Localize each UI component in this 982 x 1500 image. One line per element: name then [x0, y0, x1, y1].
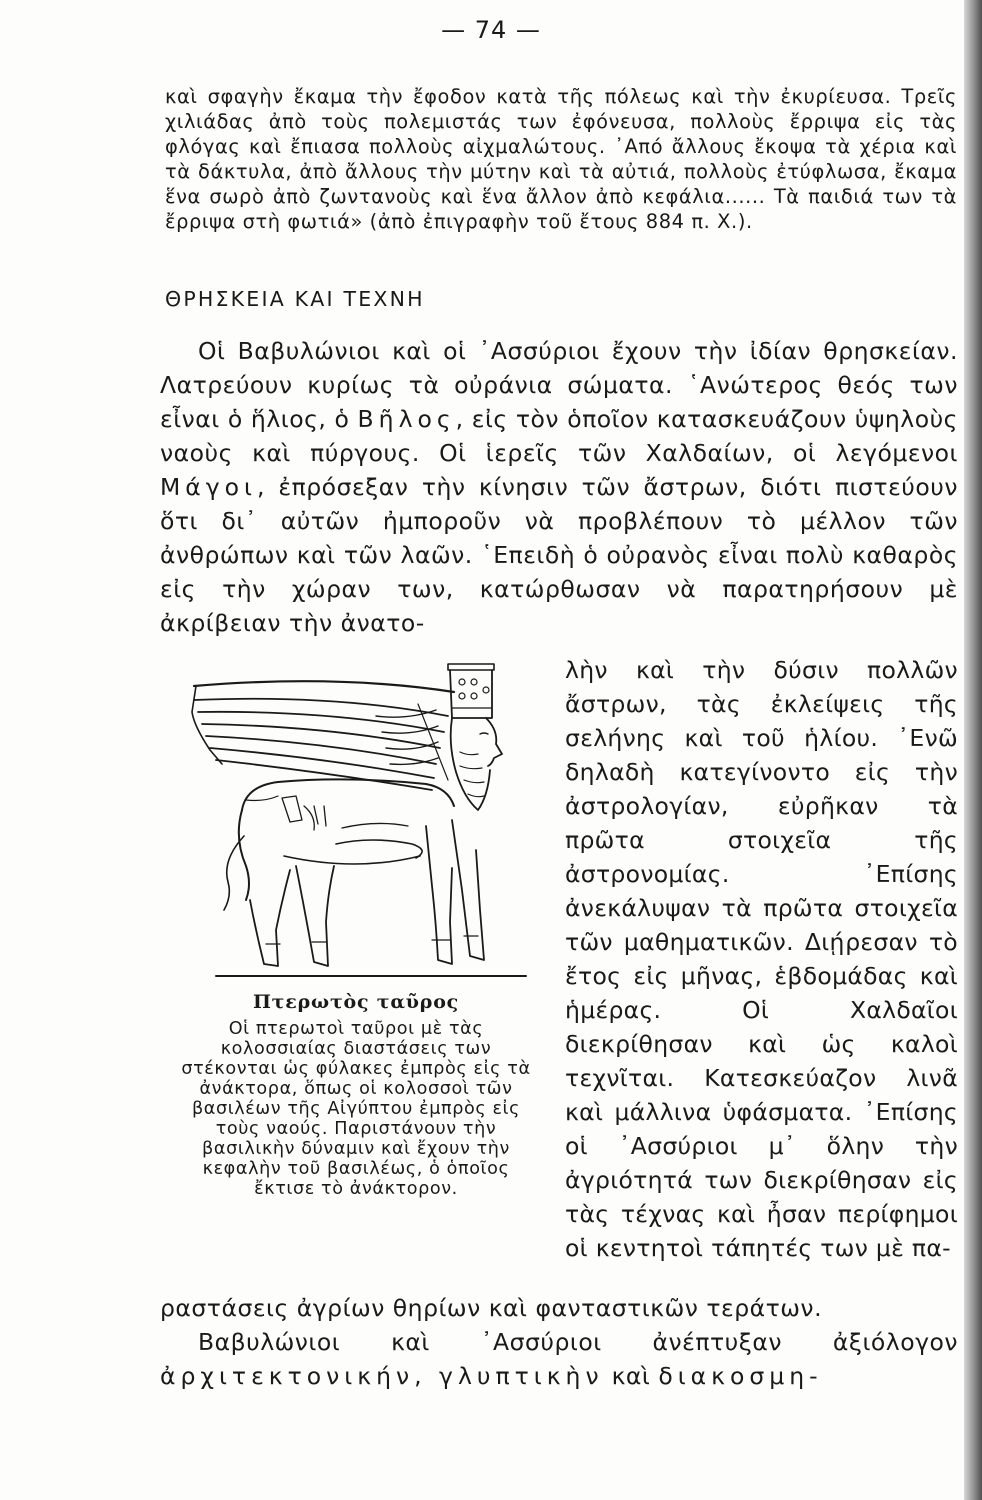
- body-paragraph-arts: [160, 1291, 958, 1393]
- body-paragraph-religion: [160, 334, 958, 640]
- winged-bull-relief-icon: [186, 660, 560, 982]
- paragraph-architecture: [160, 1325, 958, 1393]
- inscription-quote: [165, 84, 957, 234]
- page-number: — 74 —: [441, 16, 541, 44]
- emphasis-magoi: Μάγοι: [160, 473, 258, 501]
- quote-text: καὶ σφαγὴν ἔκαμα τὴν ἔφοδον κατὰ τῆς πόλεως καὶ τὴν ἐκυρίευσα. Τρεῖς χιλιάδας ἀπὸ τοὺς πολεμιστάς των ἐφόνευσα, πολλοὺς ἔρριψα εἰς τὰς φλόγας καὶ ἔπιασα πολλοὺς αἰχμαλώτους. ᾿Από ἄλλους ἔκοψα τὰ χέρια καὶ τὰ δάκτυλα, ἀπὸ ἄλλους τὴν μύτην καὶ τὰ αὐτιά, πολλοὺς ἐτύφλωσα, ἔκαμα ἕνα σωρὸ ἀπὸ ζωντανοὺς καὶ ἕνα ἄλλον ἀπὸ κεφάλια...... Τὰ παιδιά των τὰ ἔρριψα στὴ φωτιά» (ἀπὸ ἐπιγραφὴν τοῦ ἔτους 884 π. Χ.).: [165, 85, 957, 233]
- figure-caption-text: Οἱ πτερωτοὶ ταῦροι μὲ τὰς κολοσσιαίας διαστάσεις των στέκονται ὡς φύλακες ἐμπρὸς εἰς τὰ ἀνάκτορα, ὅπως οἱ κολοσσοὶ τῶν βασιλέων τῆς Αἰγύπτου ἐμπρὸς εἰς τοὺς ναούς. Παριστάνουν τὴν βασιλικὴν δύναμιν καὶ ἔχουν τὴν κεφαλὴν τοῦ βασιλέως, ὁ ὁποῖος ἔκτισε τὸ ἀνάκτορον.: [181, 1019, 531, 1199]
- text-run: , εἰς τὸν ὁποῖον κατασκευάζουν ὑψηλοὺς ναοὺς καὶ πύργους. Οἱ ἱερεῖς τῶν Χαλδαίων, οἱ λεγόμενοι: [160, 405, 958, 467]
- text-run: καὶ: [603, 1362, 659, 1390]
- text-run: Οἱ Βαβυλώνιοι καὶ οἱ ᾿Ασσύριοι ἔχουν τὴν ἰδίαν θρησκείαν. Λατρεύουν κυρίως τὰ οὐράνια σώματα. ῾Ανώτερος θεός των εἶναι ὁ ἥλιος, ὁ: [160, 337, 958, 433]
- paragraph-text: [160, 334, 958, 640]
- emphasis-decoration: διακοσμη-: [658, 1362, 823, 1390]
- winged-bull-figure: [186, 660, 560, 982]
- emphasis-belos: Βῆλος: [357, 405, 456, 433]
- text-run: Βαβυλώνιοι καὶ ᾿Ασσύριοι ἀνέπτυξαν ἀξιόλογον: [198, 1328, 958, 1356]
- body-column-text: [565, 653, 958, 1265]
- page-edge-shadow: [964, 0, 982, 1500]
- figure-caption: [172, 992, 540, 1199]
- paragraph-continuation: ραστάσεις ἀγρίων θηρίων καὶ φανταστικῶν τεράτων.: [160, 1294, 823, 1322]
- column-paragraph: λὴν καὶ τὴν δύσιν πολλῶν ἄστρων, τὰς ἐκλείψεις τῆς σελήνης καὶ τοῦ ἡλίου. ᾿Ενῶ δηλαδὴ κατεγίνοντο εἰς τὴν ἀστρολογίαν, εὐρῆκαν τὰ πρῶτα στοιχεῖα τῆς ἀστρονομίας. ᾿Επίσης ἀνεκάλυψαν τὰ πρῶτα στοιχεῖα τῶν μαθηματικῶν. Διῄρεσαν τὸ ἔτος εἰς μῆνας, ἑβδομάδας καὶ ἡμέρας. Οἱ Χαλδαῖοι διεκρίθησαν καὶ ὡς καλοὶ τεχνῖται. Κατεσκεύαζον λινᾶ καὶ μάλλινα ὑφάσματα. ᾿Επίσης οἱ ᾿Ασσύριοι μ᾿ ὅλην τὴν ἀγριότητά των διεκρίθησαν εἰς τὰς τέχνας καὶ ἦσαν περίφημοι οἱ κεντητοὶ τάπητές των μὲ πα-: [565, 656, 958, 1262]
- text-run: , ἐπρόσεξαν τὴν κίνησιν τῶν ἄστρων, διότι πιστεύουν ὅτι δι᾿ αὐτῶν ἠμποροῦν νὰ προβλέπουν τὸ μέλλον τῶν ἀνθρώπων καὶ τῶν λαῶν. ῾Επειδὴ ὁ οὐρανὸς εἶναι πολὺ καθαρὸς εἰς τὴν χώραν των, κατώρθωσαν νὰ παρατηρήσουν μὲ ἀκρίβειαν τὴν ἀνατο-: [160, 473, 958, 637]
- figure-title: Πτερωτὸς ταῦρος: [252, 991, 460, 1013]
- section-heading: ΘΡΗΣΚΕΙΑ ΚΑΙ ΤΕΧΝΗ: [165, 287, 425, 311]
- emphasis-architecture: ἀρχιτεκτονικήν, γλυπτικὴν: [160, 1362, 604, 1390]
